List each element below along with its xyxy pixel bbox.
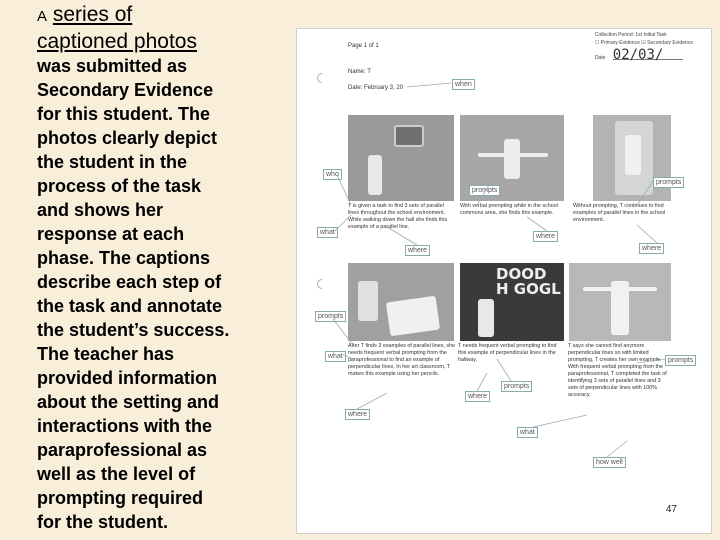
body-line: well as the level of	[37, 464, 196, 484]
body-line: paraprofessional as	[37, 440, 208, 460]
evidence-document	[296, 28, 712, 534]
body-line: the student’s success.	[37, 320, 230, 340]
body-line: photos clearly depict	[37, 128, 218, 148]
caption-4: After T finds 3 examples of parallel lines, she needs frequent verbal prompting from the paraprofessional to find an example of perpendicular lines. In her art classroom, T makes this example using her pencils.	[348, 343, 456, 377]
body-line: prompting required	[37, 488, 203, 508]
form-checks: ☐ Primary Evidence ☑ Secondary Evidence	[594, 40, 693, 46]
body-line: phase. The captions	[37, 248, 211, 268]
tag-where-1: where	[405, 245, 430, 256]
tag-what-1: what	[317, 227, 338, 238]
body-line: Secondary Evidence	[37, 80, 214, 100]
form-date-label: Date	[594, 55, 606, 61]
body-line: was submitted as	[37, 56, 188, 76]
page-number: 47	[665, 504, 677, 515]
body-line: the task and annotate	[37, 296, 223, 316]
slide-body-text	[37, 2, 262, 534]
tag-what-2: what	[325, 351, 346, 362]
tag-when: when	[452, 79, 475, 90]
title-text-1: series of	[52, 3, 133, 26]
tag-prompts-5: prompts	[665, 355, 696, 366]
caption-3: Without prompting, T continues to find examples of parallel lines in the school environment.	[573, 203, 666, 223]
body-line: for this student. The	[37, 104, 210, 124]
caption-5: T needs frequent verbal prompting to find this example of perpendicular lines in the hallway.	[458, 343, 557, 363]
title-word-a: A	[37, 8, 48, 25]
tag-where-2: where	[533, 231, 558, 242]
annotation-arrows	[297, 29, 712, 534]
body-line: the student in the	[37, 152, 187, 172]
tag-where-3: where	[639, 243, 664, 254]
body-line: process of the task	[37, 176, 202, 196]
tag-who: who	[323, 169, 342, 180]
photo-sign-text: DOOD H GOGL	[496, 265, 561, 298]
tag-prompts-1: prompts	[469, 185, 500, 196]
caption-6: T says she cannot find anymore perpendicular lines so with limited prompting, T creates her own example. With frequent verbal prompting from the paraprofessional, T completed the task of identifying 3 sets of parallel lines and 3 sets of perpendicular lines with 100% accuracy.	[568, 343, 667, 398]
body-line: and shows her	[37, 200, 164, 220]
body-line: describe each step of	[37, 272, 222, 292]
tag-where-5: where	[345, 409, 370, 420]
doc-name-label: Name: T	[348, 69, 371, 75]
body-lines	[37, 54, 262, 534]
body-line: response at each	[37, 224, 185, 244]
caption-2: With verbal prompting while in the school commons area, she finds this example.	[460, 203, 558, 216]
caption-1: T is given a task to find 3 sets of parallel lines throughout the school environment. While walking down the hall she finds this example of a parallel line.	[348, 203, 448, 230]
tag-what-3: what	[517, 427, 538, 438]
doc-page-label: Page 1 of 1	[348, 43, 379, 49]
tag-prompts-3: prompts	[315, 311, 346, 322]
title-text-2: captioned photos	[37, 30, 197, 53]
body-line: about the setting and	[37, 392, 219, 412]
tag-how-well: how well	[593, 457, 626, 468]
title-line-1	[37, 2, 262, 29]
tag-prompts-2: prompts	[653, 177, 684, 188]
body-line: interactions with the	[37, 416, 213, 436]
doc-date-label: Date: February 3, 20	[348, 85, 404, 91]
form-title: Collection Period: 1st Initial Task	[594, 32, 667, 38]
tag-prompts-4: prompts	[501, 381, 532, 392]
body-line: provided information	[37, 368, 217, 388]
form-date-value: 02/03/	[613, 51, 683, 60]
body-line: The teacher has	[37, 344, 175, 364]
tag-where-4: where	[465, 391, 490, 402]
body-line: for the student.	[37, 512, 168, 532]
